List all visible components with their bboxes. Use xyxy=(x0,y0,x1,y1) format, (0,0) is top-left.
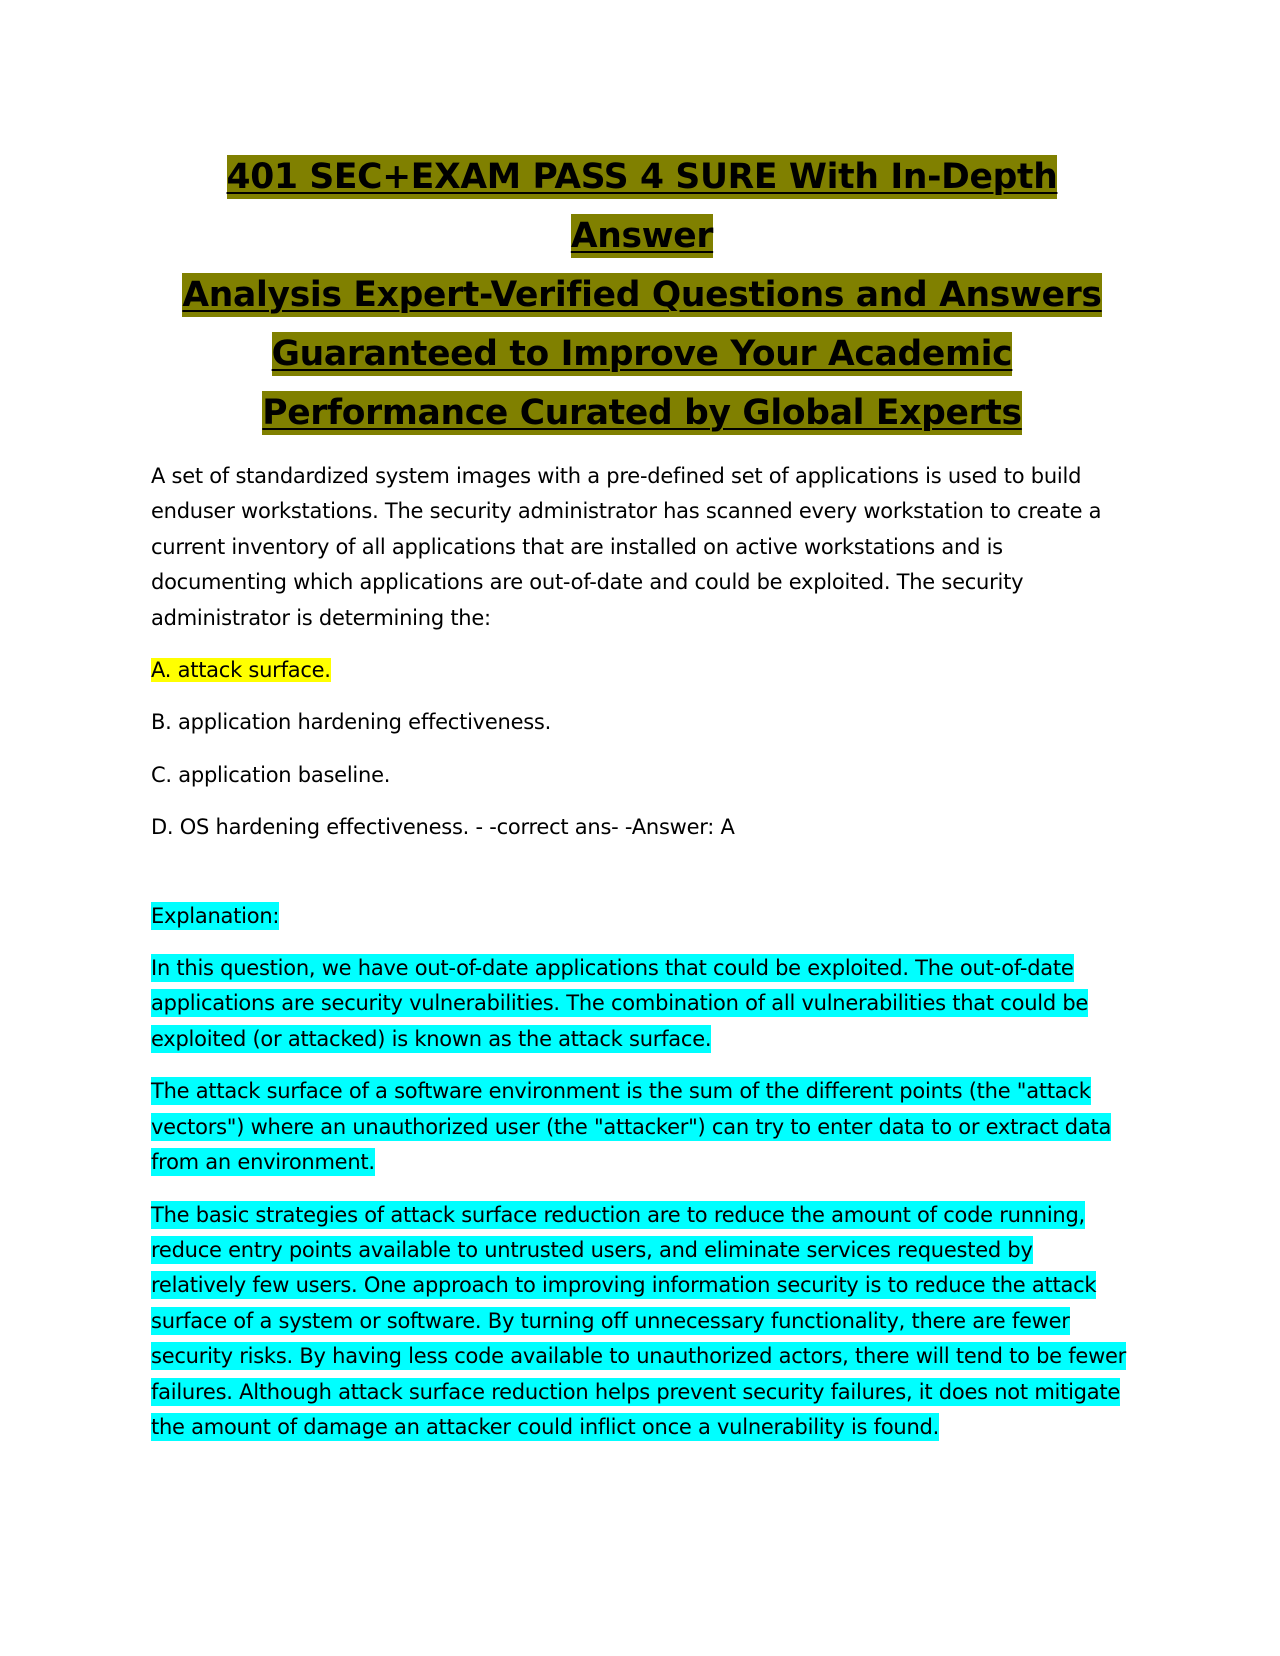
option-c-text: C. application baseline. xyxy=(151,762,391,787)
explanation-label-text: Explanation: xyxy=(151,903,280,928)
explanation-paragraph-2 xyxy=(151,1074,1133,1180)
title-line-4: Performance Curated by Global Experts xyxy=(262,393,1022,433)
option-a xyxy=(151,653,1133,688)
spacer xyxy=(151,863,1133,899)
option-a-text: A. attack surface. xyxy=(151,658,331,683)
title-line-3: Guaranteed to Improve Your Academic xyxy=(271,334,1013,374)
option-c xyxy=(151,758,1133,793)
document-content xyxy=(151,148,1133,1462)
document-title xyxy=(151,148,1133,443)
option-b-text: B. application hardening effectiveness. xyxy=(151,710,552,735)
explanation-paragraph-1-text: In this question, we have out-of-date applications that could be exploited. The out-of-date applications are security vulnerabilities. The combination of all vulnerabilities that could be exploited (or attacked) is known as the attack surface. xyxy=(151,956,1089,1051)
explanation-label xyxy=(151,899,1133,934)
explanation-paragraph-3 xyxy=(151,1198,1133,1446)
option-d-text: D. OS hardening effectiveness. - -correct ans- -Answer: A xyxy=(151,815,735,840)
explanation-paragraph-1 xyxy=(151,951,1133,1057)
option-b xyxy=(151,705,1133,740)
option-d-answer xyxy=(151,810,1133,845)
question-text: A set of standardized system images with a pre-defined set of applications is used to build enduser workstations. The security administrator has scanned every workstation to create a current inventory of all applications that are installed on active workstations and is documenting which applications are out-of-date and could be exploited. The security administrator is determining the: xyxy=(151,464,1102,630)
explanation-paragraph-2-text: The attack surface of a software environment is the sum of the different points (the "attack vectors") where an unauthorized user (the "attacker") can try to enter data to or extract data from an environment. xyxy=(151,1079,1112,1175)
title-line-1: 401 SEC+EXAM PASS 4 SURE With In-Depth Answer xyxy=(226,157,1058,256)
title-line-2: Analysis Expert-Verified Questions and Answers xyxy=(182,275,1102,315)
explanation-paragraph-3-text: The basic strategies of attack surface reduction are to reduce the amount of code running, reduce entry points available to untrusted users, and eliminate services requested by relatively few users. One approach to improving information security is to reduce the attack surface of a system or software. By turning off unnecessary functionality, there are fewer security risks. By having less code available to unauthorized actors, there will tend to be fewer failures. Although attack surface reduction helps prevent security failures, it does not mitigate the amount of damage an attacker could inflict once a vulnerability is found. xyxy=(151,1202,1127,1439)
